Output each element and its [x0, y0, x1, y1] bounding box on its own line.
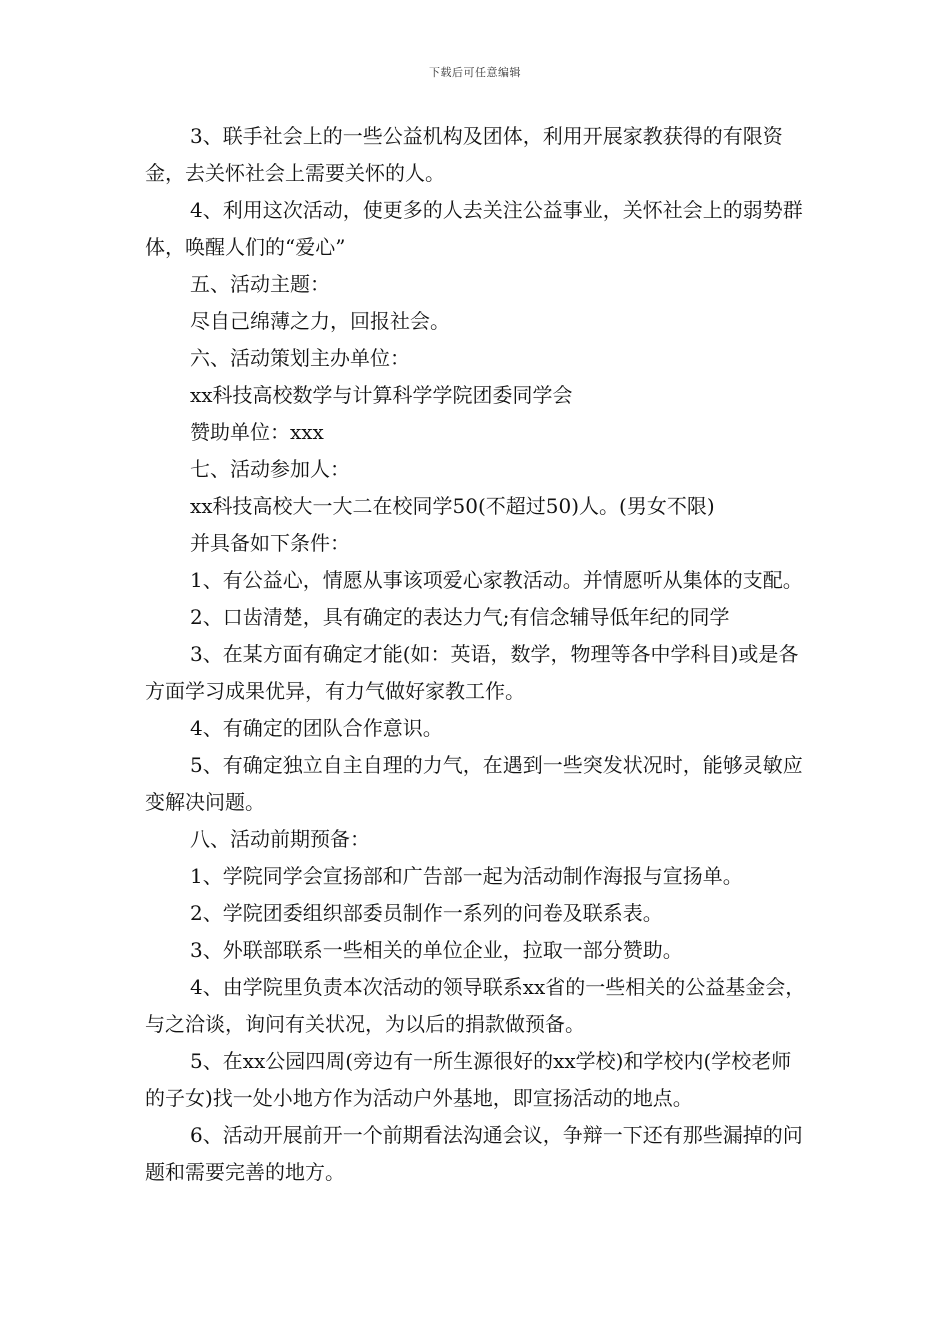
paragraph: 并具备如下条件： — [190, 531, 350, 555]
paragraph: 尽自己绵薄之力，回报社会。 — [190, 309, 450, 333]
section-heading: 六、活动策划主办单位： — [190, 346, 410, 370]
section-heading: 八、活动前期预备： — [190, 827, 370, 851]
list-item: 5、在xx公园四周(旁边有一所生源很好的xx学校)和学校内(学校老师的子女)找一处小地方作为活动户外基地，即宣扬活动的地点。 — [145, 1049, 792, 1110]
list-item: 2、学院团委组织部委员制作一系列的问卷及联系表。 — [190, 901, 663, 925]
list-item: 4、由学院里负责本次活动的领导联系xx省的一些相关的公益基金会，与之洽谈，询问有关状况，为以后的捐款做预备。 — [145, 975, 806, 1036]
list-item: 3、外联部联系一些相关的单位企业，拉取一部分赞助。 — [190, 938, 683, 962]
paragraph: xx科技高校数学与计算科学学院团委同学会 — [190, 383, 573, 407]
list-item: 1、有公益心，情愿从事该项爱心家教活动。并情愿听从集体的支配。 — [190, 568, 803, 592]
paragraph: xx科技高校大一大二在校同学50(不超过50)人。(男女不限) — [190, 494, 715, 518]
list-item: 2、口齿清楚，具有确定的表达力气;有信念辅导低年纪的同学 — [190, 605, 730, 629]
paragraph: 3、联手社会上的一些公益机构及团体，利用开展家教获得的有限资金，去关怀社会上需要关怀的人。 — [145, 124, 783, 185]
list-item: 3、在某方面有确定才能(如：英语，数学，物理等各中学科目)或是各方面学习成果优异，有力气做好家教工作。 — [145, 642, 799, 703]
list-item: 4、有确定的团队合作意识。 — [190, 716, 443, 740]
list-item: 1、学院同学会宣扬部和广告部一起为活动制作海报与宣扬单。 — [190, 864, 743, 888]
paragraph: 赞助单位：xxx — [190, 420, 324, 444]
section-heading: 五、活动主题： — [190, 272, 330, 296]
list-item: 6、活动开展前开一个前期看法沟通会议，争辩一下还有那些漏掉的问题和需要完善的地方。 — [145, 1123, 803, 1184]
document-body — [145, 118, 807, 1191]
list-item: 5、有确定独立自主自理的力气，在遇到一些突发状况时，能够灵敏应变解决问题。 — [145, 753, 803, 814]
section-heading: 七、活动参加人： — [190, 457, 350, 481]
page-header: 下载后可任意编辑 — [429, 66, 521, 79]
paragraph: 4、利用这次活动，使更多的人去关注公益事业，关怀社会上的弱势群体，唤醒人们的“爱心” — [145, 198, 803, 259]
